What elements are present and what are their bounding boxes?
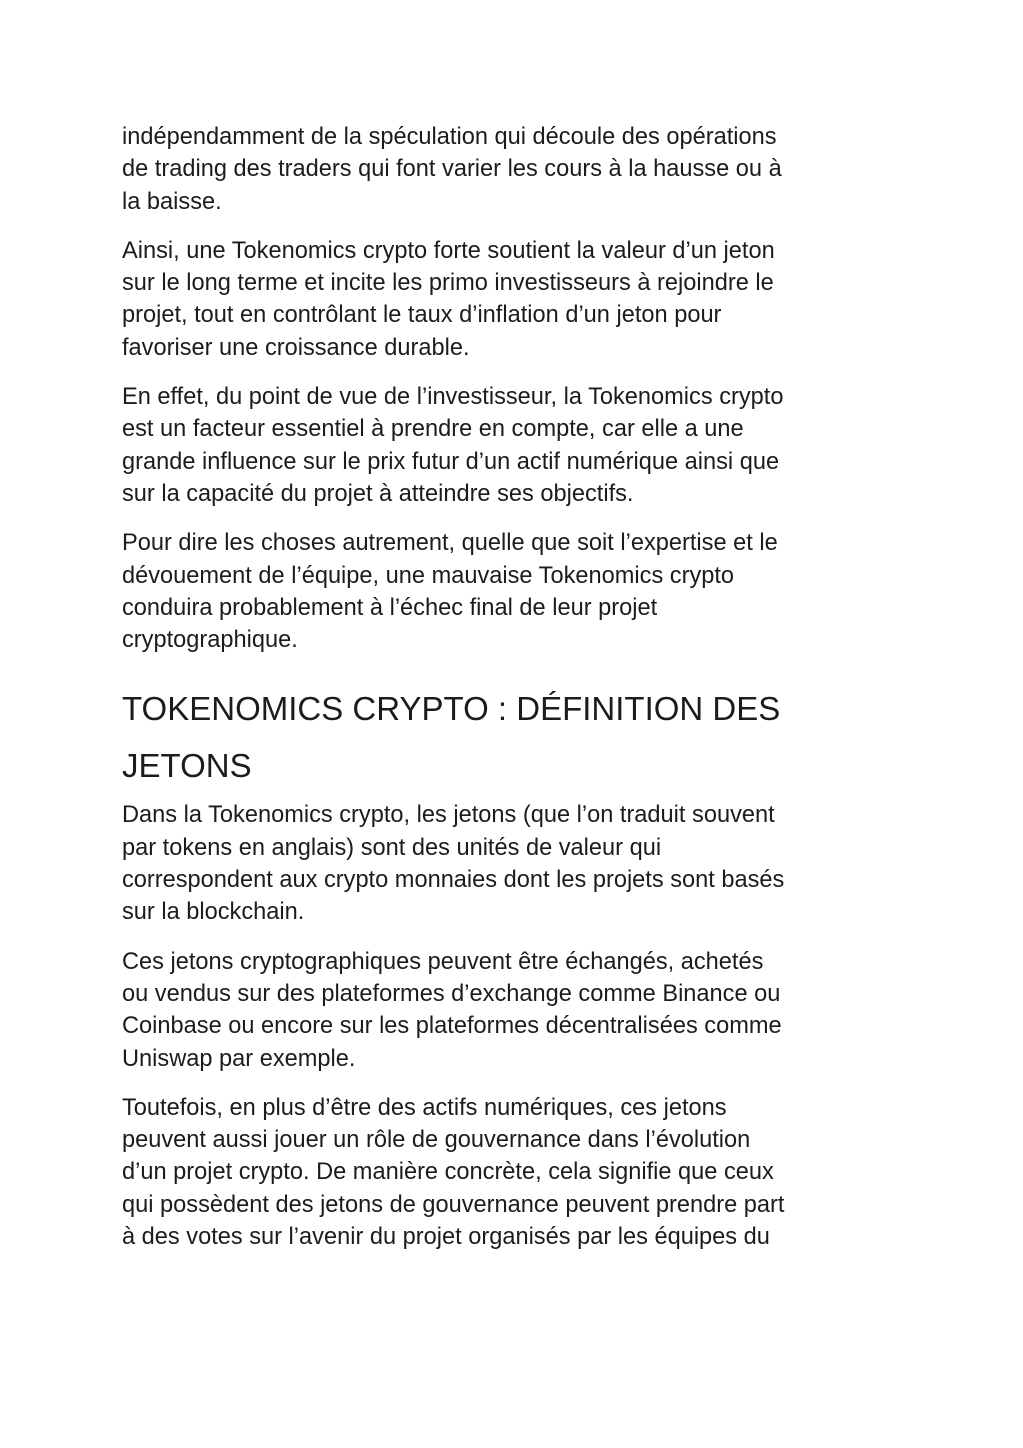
text-line: indépendamment de la spéculation qui découle des opérations [122, 124, 777, 150]
text-line: conduira probablement à l’échec final de leur projet [122, 594, 658, 621]
text-line: Ces jetons cryptographiques peuvent être échangés, achetés [122, 948, 764, 975]
text-line: qui possèdent des jetons de gouvernance peuvent prendre part [122, 1191, 785, 1218]
paragraph-governance [122, 1092, 912, 1253]
text-line: peuvent aussi jouer un rôle de gouvernance dans l’évolution [122, 1127, 751, 1154]
text-line: cryptographique. [122, 627, 298, 654]
text-line: Coinbase ou encore sur les plateformes décentralisées comme [122, 1013, 782, 1040]
text-line: ou vendus sur des plateformes d’exchange comme Binance ou [122, 980, 781, 1007]
text-line: sur la blockchain. [122, 899, 305, 926]
text-line: Ainsi, une Tokenomics crypto forte soutient la valeur d’un jeton [122, 237, 775, 264]
text-line: d’un projet crypto. De manière concrète, cela signifie que ceux [122, 1159, 774, 1186]
text-line: En effet, du point de vue de l’investisseur, la Tokenomics crypto [122, 384, 784, 411]
text-line: dévouement de l’équipe, une mauvaise Tokenomics crypto [122, 562, 735, 589]
text-line: favoriser une croissance durable. [122, 334, 470, 361]
text-line: correspondent aux crypto monnaies dont les projets sont basés [122, 867, 785, 894]
section-heading [122, 680, 912, 794]
text-line: Pour dire les choses autrement, quelle que soit l’expertise et le [122, 530, 778, 557]
paragraph-investor-view [122, 381, 912, 510]
text-line: grande influence sur le prix futur d’un actif numérique ainsi que [122, 448, 780, 475]
text-line: Uniswap par exemple. [122, 1045, 356, 1072]
text-line: sur le long terme et incite les primo investisseurs à rejoindre le [122, 270, 774, 297]
text-line: est un facteur essentiel à prendre en compte, car elle a une [122, 416, 744, 443]
text-line: Toutefois, en plus d’être des actifs numériques, ces jetons [122, 1094, 727, 1121]
heading-line: JETONS [122, 747, 252, 785]
text-line: par tokens en anglais) sont des unités de valeur qui [122, 834, 662, 861]
document-page [122, 121, 912, 1270]
text-line: projet, tout en contrôlant le taux d’inflation d’un jeton pour [122, 302, 722, 329]
text-line: Dans la Tokenomics crypto, les jetons (que l’on traduit souvent [122, 802, 775, 829]
paragraph-token-value [122, 235, 912, 364]
heading-line: TOKENOMICS CRYPTO : DÉFINITION DES [122, 690, 781, 728]
text-line: de trading des traders qui font varier les cours à la hausse ou à [122, 156, 782, 183]
text-line: sur la capacité du projet à atteindre ses objectifs. [122, 480, 634, 507]
text-line: la baisse. [122, 188, 222, 215]
paragraph-speculation [122, 121, 912, 218]
paragraph-token-definition [122, 799, 912, 928]
paragraph-exchanges [122, 946, 912, 1075]
paragraph-bad-tokenomics [122, 527, 912, 656]
text-line: à des votes sur l’avenir du projet organisés par les équipes du [122, 1224, 770, 1251]
